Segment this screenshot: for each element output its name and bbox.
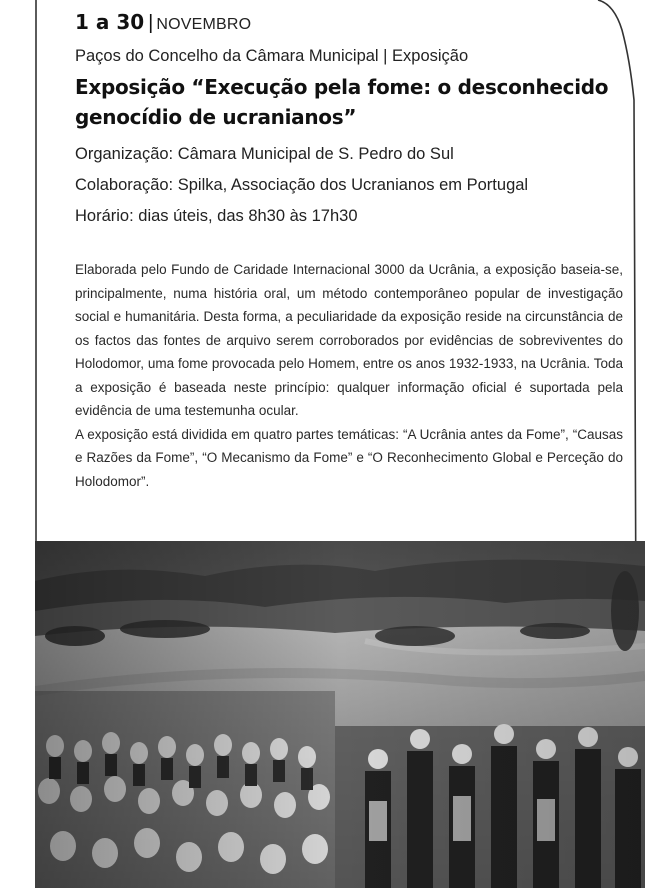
description	[75, 258, 623, 493]
collaboration-line: Colaboração: Spilka, Associação dos Ucranianos em Portugal	[75, 176, 529, 194]
venue-line: Paços do Concelho da Câmara Municipal | Exposição	[75, 47, 469, 65]
organization-line: Organização: Câmara Municipal de S. Pedro do Sul	[75, 145, 454, 163]
date-separator: |	[148, 12, 154, 34]
exhibition-photo	[35, 541, 645, 888]
hours-line: Horário: dias úteis, das 8h30 às 17h30	[75, 207, 358, 225]
description-paragraph-2: A exposição está dividida em quatro partes temáticas: “A Ucrânia antes da Fome”, “Causas e Razões da Fome”, “O Mecanismo da Fome” e “O Reconhecimento Global e Perceção do Holodomor”.	[75, 426, 623, 489]
date-month: NOVEMBRO	[156, 16, 252, 33]
description-paragraph-1: Elaborada pelo Fundo de Caridade Internacional 3000 da Ucrânia, a exposição baseia-se, principalmente, numa história oral, um método contemporâneo popular de investigação social e humanitária. Desta forma, a peculiaridade da exposição reside na circunstância de os factos das fontes de arquivo serem corroborados por evidências de sobreviventes do Holodomor, uma fome provocada pelo Homem, entre os anos 1932-1933, na Ucrânia. Toda a exposição é baseada neste princípio: qualquer informação oficial é suportada pela evidência de uma testemunha ocular.	[75, 262, 623, 418]
date-header	[75, 10, 251, 35]
photo-collage-illustration	[35, 541, 645, 888]
date-range: 1 a 30	[75, 10, 145, 34]
exhibition-title: Exposição “Execução pela fome: o desconhecido genocídio de ucranianos”	[75, 75, 609, 129]
